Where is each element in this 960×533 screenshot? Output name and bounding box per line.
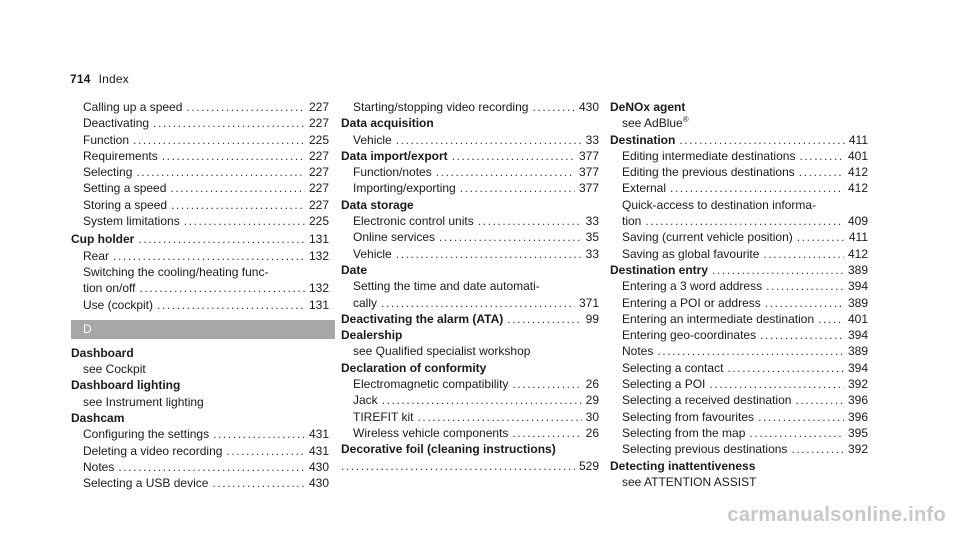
index-entry: Requirements ..... 227 [71,148,329,164]
index-entry: Selecting a POI ..... 392 [610,376,868,392]
index-entry: Notes ..... 389 [610,343,868,359]
index-entry: Selecting a USB device ..... 430 [71,475,329,491]
index-heading-deactivating-alarm: Deactivating the alarm (ATA) ..... 99 [341,311,599,327]
index-entry: Function/notes ..... 377 [341,164,599,180]
index-entry: Selecting previous destinations ..... 392 [610,441,868,457]
index-column-2 [341,99,599,474]
index-heading-destination-entry: Destination entry ..... 389 [610,262,868,278]
see-reference: see ATTENTION ASSIST [622,474,757,489]
index-entry: Function ..... 225 [71,132,329,148]
see-reference: see Cockpit [83,362,146,377]
section-letter-bar: D [71,320,335,339]
index-entry-wrapped: Switching the cooling/heating func- [83,264,269,279]
index-entry: Rear ..... 132 [71,248,329,264]
index-entry: Use (cockpit) ..... 131 [71,297,329,313]
see-reference: see Instrument lighting [83,394,204,409]
index-entry: Jack ..... 29 [341,392,599,408]
index-entry: Selecting from the map ..... 395 [610,425,868,441]
index-heading-date: Date [341,262,368,277]
index-entry: Selecting a received destination ..... 396 [610,392,868,408]
index-entry: Editing intermediate destinations ..... 401 [610,148,868,164]
page-header [70,72,129,86]
index-entry: Selecting a contact ..... 394 [610,360,868,376]
index-entry: System limitations ..... 225 [71,213,329,229]
index-entry: TIREFIT kit ..... 30 [341,409,599,425]
index-heading-declaration: Declaration of conformity [341,360,487,375]
index-entry: Vehicle ..... 33 [341,132,599,148]
index-entry: Vehicle ..... 33 [341,246,599,262]
index-heading-data-storage: Data storage [341,197,414,212]
index-entry: Calling up a speed ..... 227 [71,99,329,115]
index-entry: Starting/stopping video recording ..... 430 [341,99,599,115]
index-entry: Importing/exporting ..... 377 [341,180,599,196]
see-reference: see AdBlue® [622,115,689,131]
index-entry: Saving as global favourite ..... 412 [610,246,868,262]
index-entry: External ..... 412 [610,180,868,196]
index-column-3 [610,99,868,490]
index-entry: Electromagnetic compatibility ..... 26 [341,376,599,392]
index-entry-wrapped: Quick-access to destination informa- [622,197,817,212]
index-entry: Selecting ..... 227 [71,164,329,180]
index-entry: Storing a speed ..... 227 [71,197,329,213]
index-heading-data-import-export: Data import/export ..... 377 [341,148,599,164]
index-entry: tion ..... 409 [610,213,868,229]
index-heading-decorative-foil: Decorative foil (cleaning instructions) [341,442,556,457]
index-entry: Entering a 3 word address ..... 394 [610,278,868,294]
index-entry: Entering a POI or address ..... 389 [610,295,868,311]
index-entry: Entering an intermediate destination ..... 401 [610,311,868,327]
index-entry: Selecting from favourites ..... 396 [610,409,868,425]
index-heading-dashboard: Dashboard [71,345,134,360]
index-entry: Editing the previous destinations ..... 412 [610,164,868,180]
index-entry: Deactivating ..... 227 [71,115,329,131]
index-entry: ..... 529 [341,458,599,474]
index-heading-data-acquisition: Data acquisition [341,116,434,131]
index-heading-denox: DeNOx agent [610,100,686,114]
index-entry: Configuring the settings ..... 431 [71,426,329,442]
index-entry: tion on/off ..... 132 [71,280,329,296]
registered-mark: ® [682,115,689,125]
page-number: 714 [70,72,91,86]
index-entry: Wireless vehicle components ..... 26 [341,425,599,441]
section-name: Index [98,72,129,86]
index-heading-dashboard-lighting: Dashboard lighting [71,378,181,393]
index-entry-wrapped: Setting the time and date automati- [353,279,540,294]
index-entry: cally ..... 371 [341,295,599,311]
index-heading-dashcam: Dashcam [71,411,125,426]
index-entry: Electronic control units ..... 33 [341,213,599,229]
index-entry: Notes ..... 430 [71,459,329,475]
index-heading-cup-holder: Cup holder ..... 131 [71,231,329,247]
index-heading-destination: Destination ..... 411 [610,132,868,148]
see-reference: see Qualified specialist workshop [353,344,531,359]
index-heading-detecting-inattentiveness: Detecting inattentiveness [610,458,756,473]
index-entry: Entering geo-coordinates ..... 394 [610,327,868,343]
watermark: carmanualsonline.info [727,504,946,526]
index-entry: Deleting a video recording ..... 431 [71,443,329,459]
index-entry: Online services ..... 35 [341,229,599,245]
index-entry: Saving (current vehicle position) ..... 411 [610,229,868,245]
index-entry: Setting a speed ..... 227 [71,180,329,196]
index-heading-dealership: Dealership [341,328,403,343]
index-column-1 [71,99,329,492]
